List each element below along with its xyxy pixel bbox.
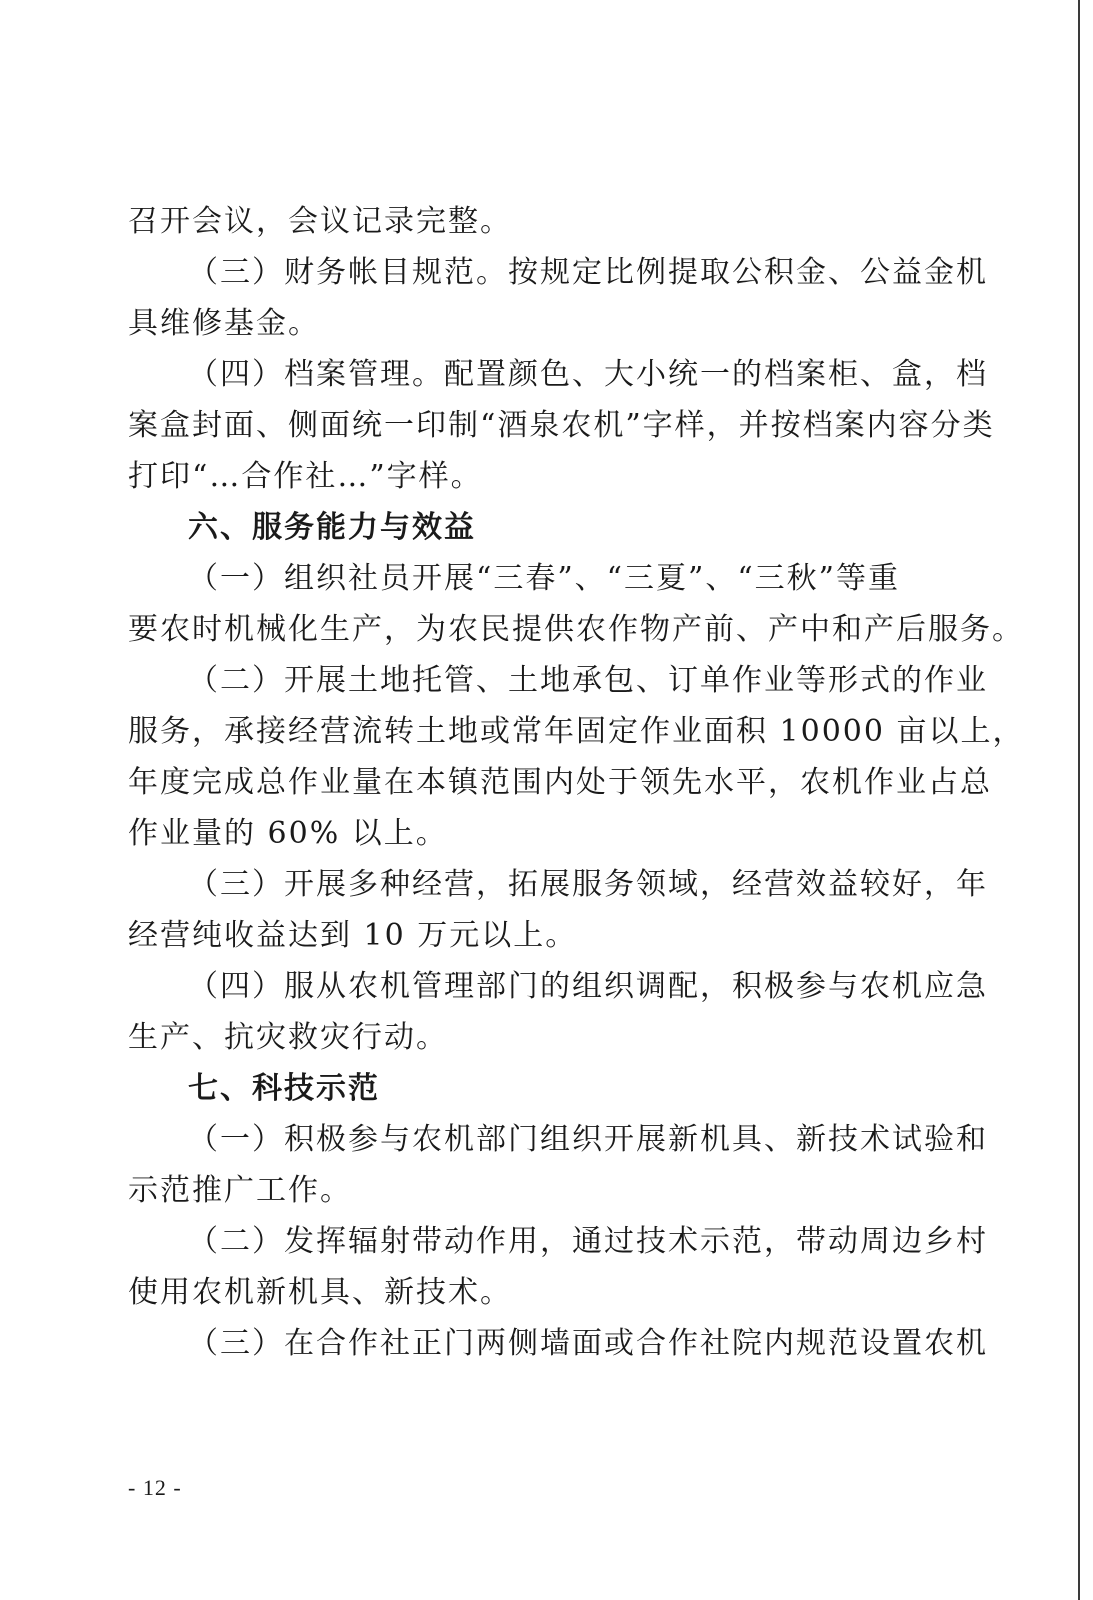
- text-line-15: 经营纯收益达到 10 万元以上。: [128, 918, 578, 953]
- section-heading-7: 七、科技示范: [188, 1071, 380, 1106]
- text-line-11: 服务，承接经营流转土地或常年固定作业面积 10000 亩以上，: [128, 714, 1025, 749]
- text-line-21: （二）发挥辐射带动作用，通过技术示范，带动周边乡村: [188, 1224, 988, 1259]
- text-line-3: 具维修基金。: [128, 306, 320, 341]
- document-body: [128, 196, 1025, 1369]
- text-line-8: （一）组织社员开展“三春”、“三夏”、“三秋”等重: [188, 561, 901, 596]
- section-heading-6: 六、服务能力与效益: [188, 510, 476, 545]
- page-number: - 12 -: [128, 1475, 182, 1500]
- text-line-9: 要农时机械化生产，为农民提供农作物产前、产中和产后服务。: [128, 612, 1024, 647]
- text-line-4: （四）档案管理。配置颜色、大小统一的档案柜、盒，档: [188, 357, 988, 392]
- text-line-14: （三）开展多种经营，拓展服务领域，经营效益较好，年: [188, 867, 988, 902]
- text-line-23: （三）在合作社正门两侧墙面或合作社院内规范设置农机: [188, 1326, 988, 1361]
- text-line-13: 作业量的 60% 以上。: [128, 816, 448, 851]
- text-line-2: （三）财务帐目规范。按规定比例提取公积金、公益金机: [188, 255, 988, 290]
- text-line-12: 年度完成总作业量在本镇范围内处于领先水平，农机作业占总: [128, 765, 992, 800]
- scan-edge-line: [1078, 0, 1080, 1600]
- text-line-19: （一）积极参与农机部门组织开展新机具、新技术试验和: [188, 1122, 988, 1157]
- text-line-1: 召开会议，会议记录完整。: [128, 204, 512, 239]
- text-line-22: 使用农机新机具、新技术。: [128, 1275, 512, 1310]
- text-line-6: 打印“…合作社…”字样。: [128, 459, 483, 494]
- text-line-17: 生产、抗灾救灾行动。: [128, 1020, 448, 1055]
- text-line-5: 案盒封面、侧面统一印制“酒泉农机”字样，并按档案内容分类: [128, 408, 995, 443]
- text-line-10: （二）开展土地托管、土地承包、订单作业等形式的作业: [188, 663, 988, 698]
- text-line-16: （四）服从农机管理部门的组织调配，积极参与农机应急: [188, 969, 988, 1004]
- text-line-20: 示范推广工作。: [128, 1173, 352, 1208]
